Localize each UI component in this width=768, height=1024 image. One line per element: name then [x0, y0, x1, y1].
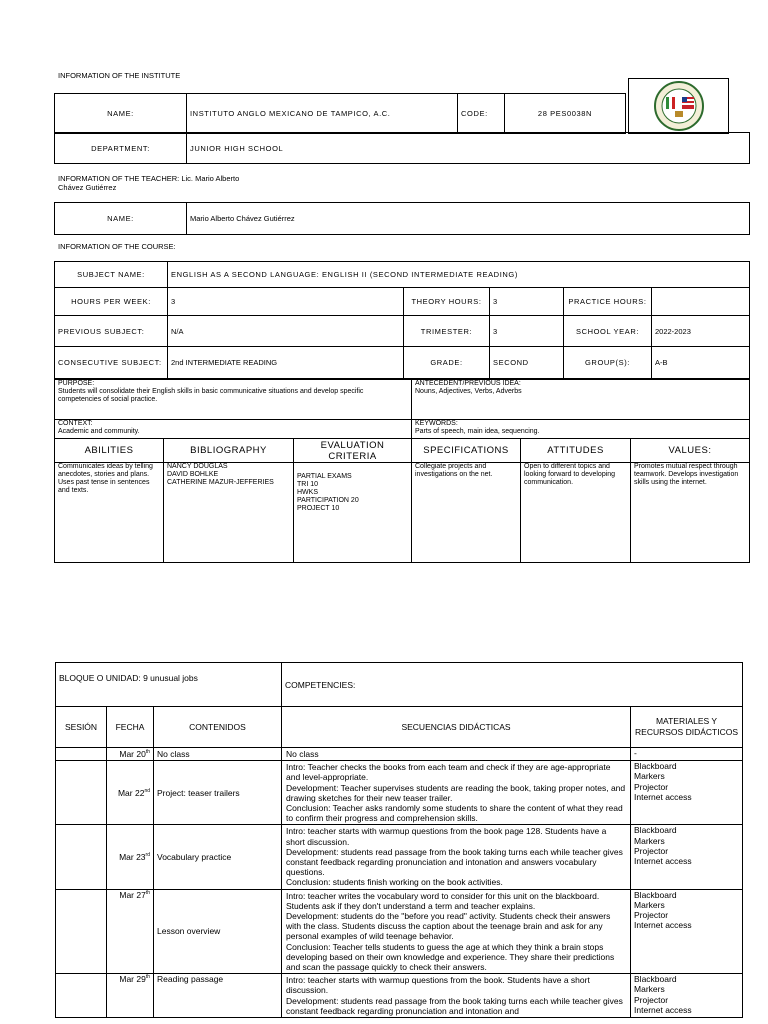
- department-value: JUNIOR HIGH SCHOOL: [187, 133, 750, 164]
- bibliography-item: NANCY DOUGLAS: [167, 463, 228, 470]
- date-text: Mar 23: [119, 852, 146, 863]
- content-cell: Project: teaser trailers: [154, 761, 282, 825]
- date-cell: [107, 761, 154, 825]
- groups-value: A-B: [652, 347, 750, 379]
- practice-value: [652, 288, 750, 316]
- consecutive-value: 2nd INTERMEDIATE READING: [168, 347, 404, 379]
- lesson-plan-table: [55, 662, 743, 1018]
- institute-seal-icon: [629, 79, 728, 133]
- grade-label: GRADE:: [404, 347, 490, 379]
- antecedent-label: ANTECEDENT/PREVIOUS IDEA:: [415, 380, 521, 387]
- school-year-value: 2022-2023: [652, 316, 750, 347]
- values-value: Promotes mutual respect through teamwork. Develops investigation skills using the internet.: [631, 463, 750, 563]
- purpose-cell: [55, 380, 412, 420]
- lesson-row: [56, 825, 743, 889]
- materials-cell: Blackboard Markers Projector Internet access: [631, 825, 743, 889]
- values-header: VALUES:: [631, 439, 750, 463]
- date-text: Mar 20: [119, 749, 146, 760]
- teacher-name-value: Mario Alberto Chávez Gutiérrez: [187, 203, 750, 235]
- sequence-cell: Intro: teacher starts with warmup questions from the book. Students have a short discussion. Development: students read passage from the book taking turns each while teacher gives constant feedback regarding pronunciation and intonation and: [282, 974, 631, 1018]
- evaluation-cell: [294, 463, 412, 563]
- session-cell: [56, 825, 107, 889]
- session-header: SESIÓN: [56, 707, 107, 748]
- date-suffix: th: [145, 974, 150, 981]
- lesson-plan-rows: [56, 748, 743, 1018]
- teacher-name-label: NAME:: [55, 203, 187, 235]
- institute-table: [54, 93, 626, 134]
- evaluation-item: PARTIAL EXAMS: [297, 473, 352, 480]
- date-cell: [107, 825, 154, 889]
- date-text: Mar 29: [119, 974, 146, 985]
- evaluation-item: TRI 10: [297, 481, 319, 488]
- teacher-section-title: [58, 174, 239, 192]
- department-table: [54, 132, 750, 164]
- keywords-value: Parts of speech, main idea, sequencing.: [415, 428, 540, 435]
- sequence-cell: No class: [282, 748, 631, 761]
- materials-cell: Blackboard Markers Projector Internet access: [631, 889, 743, 974]
- date-text: Mar 22: [117, 787, 145, 798]
- hours-value: 3: [168, 288, 404, 316]
- abilities-value: Communicates ideas by telling anecdotes, stories and plans. Uses past tense in sentences and texts.: [55, 463, 164, 563]
- theory-value: 3: [490, 288, 564, 316]
- evaluation-header: EVALUATION CRITERIA: [294, 439, 412, 463]
- institute-name-value: INSTITUTO ANGLO MEXICANO DE TAMPICO, A.C.: [187, 94, 458, 134]
- lesson-row: [56, 974, 743, 1018]
- bibliography-cell: [164, 463, 294, 563]
- content-cell: No class: [154, 748, 282, 761]
- context-value: Academic and community.: [58, 428, 140, 435]
- previous-label: PREVIOUS SUBJECT:: [55, 316, 168, 347]
- lesson-row: [56, 748, 743, 761]
- institute-section-title: INFORMATION OF THE INSTITUTE: [58, 71, 181, 80]
- date-suffix: rd: [145, 852, 150, 859]
- abilities-table: [54, 438, 750, 563]
- bibliography-item: CATHERINE MAZUR-JEFFERIES: [167, 479, 274, 486]
- purpose-label: PURPOSE:: [58, 380, 95, 387]
- context-label: CONTEXT:: [58, 420, 93, 427]
- attitudes-value: Open to different topics and looking forward to developing communication.: [521, 463, 631, 563]
- practice-label: PRACTICE HOURS:: [564, 288, 652, 316]
- antecedent-cell: [412, 380, 750, 420]
- attitudes-header: ATTITUDES: [521, 439, 631, 463]
- date-cell: [107, 748, 154, 761]
- keywords-label: KEYWORDS:: [415, 420, 458, 427]
- session-cell: [56, 761, 107, 825]
- subject-name-value: ENGLISH AS A SECOND LANGUAGE: ENGLISH II (SECOND INTERMEDIATE READING): [168, 262, 750, 288]
- date-suffix: th: [145, 749, 150, 756]
- materials-cell: -: [631, 748, 743, 761]
- materials-cell: Blackboard Markers Projector Internet access: [631, 761, 743, 825]
- department-label: DEPARTMENT:: [55, 133, 187, 164]
- lesson-row: [56, 889, 743, 974]
- teacher-section-title-line2: Chávez Gutiérrez: [58, 183, 117, 192]
- date-suffix: nd: [144, 787, 150, 794]
- institute-seal-frame: [628, 78, 729, 134]
- content-cell: Reading passage: [154, 974, 282, 1018]
- antecedent-value: Nouns, Adjectives, Verbs, Adverbs: [415, 388, 522, 395]
- contents-header: CONTENIDOS: [154, 707, 282, 748]
- date-text: Mar 27: [119, 889, 146, 900]
- specifications-header: SPECIFICATIONS: [412, 439, 521, 463]
- institute-name-label: NAME:: [55, 94, 187, 134]
- date-suffix: th: [145, 889, 150, 896]
- materials-header: MATERIALES Y RECURSOS DIDÁCTICOS: [631, 707, 743, 748]
- evaluation-item: PARTICIPATION 20: [297, 497, 359, 504]
- session-cell: [56, 889, 107, 974]
- purpose-table: [54, 379, 750, 439]
- lesson-row: [56, 761, 743, 825]
- theory-label: THEORY HOURS:: [404, 288, 490, 316]
- date-cell: [107, 974, 154, 1018]
- grade-value: SECOND: [490, 347, 564, 379]
- date-cell: [107, 889, 154, 974]
- institute-code-label: CODE:: [458, 94, 505, 134]
- school-year-label: SCHOOL YEAR:: [564, 316, 652, 347]
- block-label: BLOQUE O UNIDAD: 9 unusual jobs: [56, 663, 282, 707]
- context-cell: [55, 420, 412, 439]
- evaluation-item: PROJECT 10: [297, 505, 340, 512]
- previous-value: N/A: [168, 316, 404, 347]
- bibliography-header: BIBLIOGRAPHY: [164, 439, 294, 463]
- specifications-value: Collegiate projects and investigations on the net.: [412, 463, 521, 563]
- keywords-cell: [412, 420, 750, 439]
- purpose-value: Students will consolidate their English skills in basic communicative situations and develop specific competencies of social practice.: [58, 388, 364, 403]
- competencies-label: COMPETENCIES:: [282, 663, 743, 707]
- course-table: [54, 261, 750, 379]
- session-cell: [56, 748, 107, 761]
- groups-label: GROUP(S):: [564, 347, 652, 379]
- content-cell: Lesson overview: [154, 889, 282, 974]
- evaluation-item: HWKS: [297, 489, 318, 496]
- hours-label: HOURS PER WEEK:: [55, 288, 168, 316]
- bibliography-item: DAVID BOHLKE: [167, 471, 219, 478]
- materials-cell: Blackboard Markers Projector Internet access: [631, 974, 743, 1018]
- consecutive-label: CONSECUTIVE SUBJECT:: [55, 347, 168, 379]
- sequence-cell: Intro: Teacher checks the books from each team and check if they are age-appropriate and level-appropriate. Development: Teacher supervises students are reading the book, taking proper notes, and drawing sketches for their new teaser trailer. Conclusion: Teacher asks randomly some students to share the content of what they read to confirm their progress and comprehension skills.: [282, 761, 631, 825]
- trimester-value: 3: [490, 316, 564, 347]
- sequences-header: SECUENCIAS DIDÁCTICAS: [282, 707, 631, 748]
- subject-name-label: SUBJECT NAME:: [55, 262, 168, 288]
- date-header: FECHA: [107, 707, 154, 748]
- sequence-cell: Intro: teacher writes the vocabulary word to consider for this unit on the blackboard. Students ask if they don't understand a term and teacher explains. Development: students do the "before you read" activity. Students check their answers with the class. Students discuss the caption about the teenage brain and ask for any personal examples of wild teenage behavior. Conclusion: Teacher tells students to guess the age at which they think a brain stops developing based on their own knowledge and experience. They share their predictions and scan the passage quickly to check their answers.: [282, 889, 631, 974]
- teacher-table: [54, 202, 750, 235]
- teacher-section-title-line1: INFORMATION OF THE TEACHER: Lic. Mario Alberto: [58, 174, 240, 183]
- trimester-label: TRIMESTER:: [404, 316, 490, 347]
- course-section-title: INFORMATION OF THE COURSE:: [58, 242, 176, 251]
- session-cell: [56, 974, 107, 1018]
- institute-code-value: 28 PES0038N: [505, 94, 626, 134]
- content-cell: Vocabulary practice: [154, 825, 282, 889]
- sequence-cell: Intro: teacher starts with warmup questions from the book page 128. Students have a short discussion. Development: students read passage from the book taking turns each while teacher gives constant feedback regarding pronunciation and intonation and answers vocabulary questions. Conclusion: students finish working on the book activities.: [282, 825, 631, 889]
- abilities-header: ABILITIES: [55, 439, 164, 463]
